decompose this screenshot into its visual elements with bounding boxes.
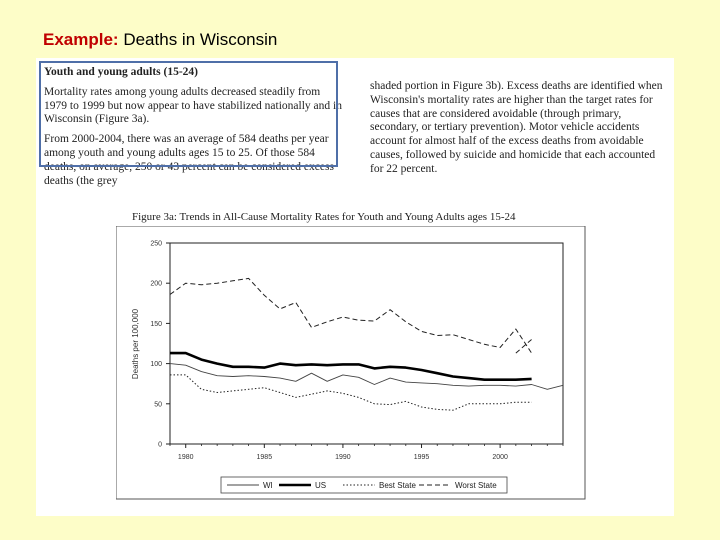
y-tick-label: 0 (158, 441, 162, 449)
y-tick-label: 100 (150, 361, 162, 369)
legend-label: WI (263, 481, 273, 490)
y-tick-label: 200 (150, 280, 162, 288)
legend-label: US (315, 481, 327, 490)
legend-label: Best State (379, 481, 416, 490)
legend-label: Worst State (455, 481, 497, 490)
highlight-box (39, 61, 338, 167)
figure-caption: Figure 3a: Trends in All-Cause Mortality Rates for Youth and Young Adults ages 15-24 (132, 211, 516, 223)
y-axis-title: Deaths per 100,000 (131, 308, 140, 380)
slide-title (43, 30, 277, 50)
x-tick-label: 1990 (335, 454, 351, 461)
slide-title-text: Deaths in Wisconsin (123, 30, 278, 49)
section-heading: Youth and young adults (15-24) (44, 66, 199, 78)
legend (221, 477, 507, 493)
x-tick-label: 1995 (413, 454, 430, 461)
y-tick-label: 50 (154, 401, 162, 409)
paragraph-excess-deaths: shaded portion in Figure 3b). Excess deaths are identified when Wisconsin's mortality rates are higher than the target rates for causes that are considered avoidable (through primary, secondary, or tertiary prevention). Motor vehicle accidents account for almost half of the excess deaths from avoidable causes, followed by suicide and homicide that each accounted for 22 percent. (370, 80, 663, 175)
right-text-column (370, 80, 670, 177)
y-tick-label: 250 (150, 240, 162, 248)
slide-title-label: Example: (43, 30, 119, 49)
x-tick-label: 2000 (492, 454, 508, 461)
paragraph-deaths-average: From 2000-2004, there was an average of 584 deaths per year among youth and young adults ages 15 to 25. Of those 584 deaths, on average, 250 or 43 percent can be considered excess deaths (the grey (44, 133, 334, 187)
y-tick-label: 150 (150, 320, 162, 328)
mortality-line-chart (116, 226, 586, 500)
paragraph-mortality-trend: Mortality rates among young adults decreased steadily from 1979 to 1999 but now appear to have stabilized nationally and in Wisconsin (Figure 3a). (44, 85, 342, 126)
x-tick-label: 1980 (177, 454, 194, 461)
x-tick-label: 1985 (256, 454, 273, 461)
